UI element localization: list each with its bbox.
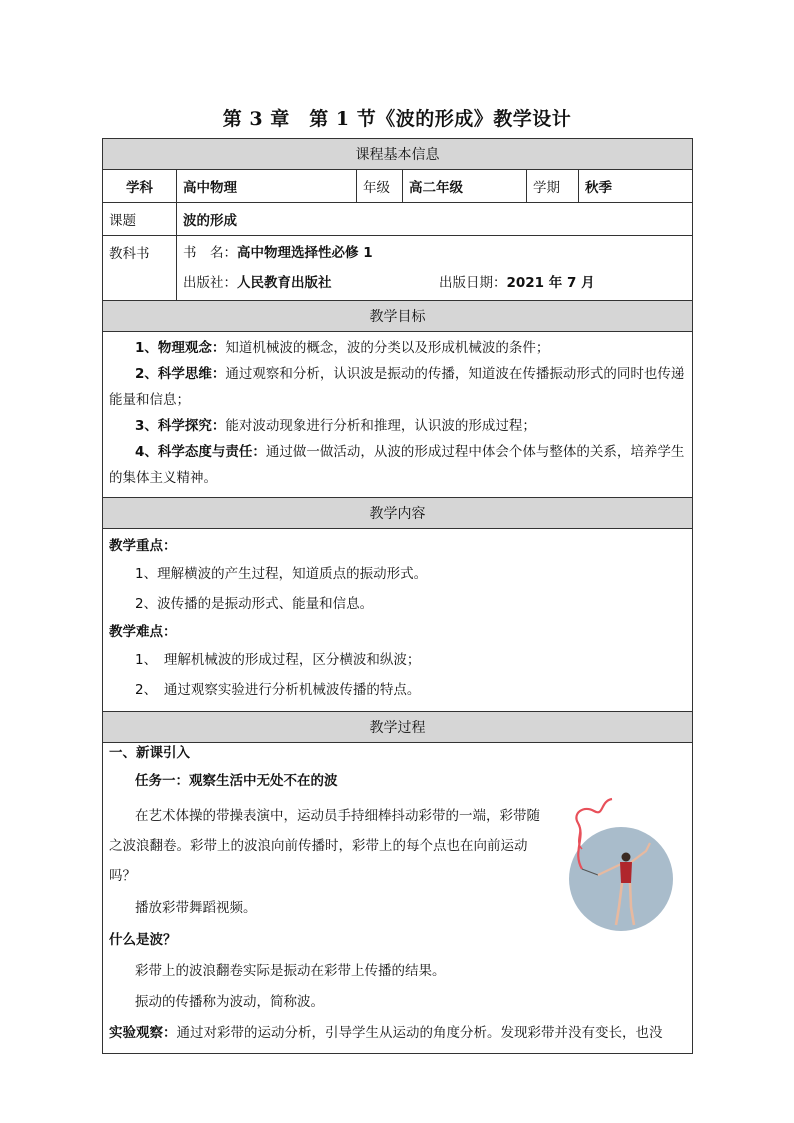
grade-label: 年级 xyxy=(357,170,403,203)
term-label: 学期 xyxy=(527,170,579,203)
topic-value: 波的形成 xyxy=(177,203,693,236)
topic-label: 课题 xyxy=(103,203,177,236)
objective-item: 4、科学态度与责任：通过做一做活动，从波的形成过程中体会个体与整体的关系，培养学生的集体主义精神。 xyxy=(109,444,685,486)
wave-explanation: 彩带上的波浪翻卷实际是振动在彩带上传播的结果。 xyxy=(135,963,446,979)
objective-item: 2、科学思维：通过观察和分析，认识波是振动的传播，知道波在传播振动形式的同时也传递能量和信息； xyxy=(109,366,685,408)
textbook-info xyxy=(177,236,693,301)
difficult-point-item: 1、 理解机械波的形成过程，区分横波和纵波； xyxy=(135,652,421,668)
gymnast-illustration xyxy=(564,797,674,932)
lesson-plan-table xyxy=(102,138,693,1054)
content-header: 教学内容 xyxy=(103,498,693,529)
content-cell xyxy=(103,529,693,712)
ribbon-paragraph: 在艺术体操的带操表演中，运动员手持细棒抖动彩带的一端，彩带随之波浪翻卷。彩带上的波浪向前传播时，彩带上的每个点也在向前运动吗？ xyxy=(109,808,540,884)
objective-item: 1、物理观念：知道机械波的概念，波的分类以及形成机械波的条件； xyxy=(135,340,550,356)
publisher-line: 出版社：人民教育出版社 出版日期：2021 年 7 月 xyxy=(183,275,595,291)
key-point-item: 1、理解横波的产生过程，知道质点的振动形式。 xyxy=(135,566,428,582)
subject-label: 学科 xyxy=(103,170,177,203)
objectives-cell xyxy=(103,332,693,498)
video-note: 播放彩带舞蹈视频。 xyxy=(135,900,257,916)
basic-info-header: 课程基本信息 xyxy=(103,139,693,170)
subject-value: 高中物理 xyxy=(177,170,357,203)
difficult-points-label: 教学难点： xyxy=(109,624,177,640)
objective-item: 3、科学探究：能对波动现象进行分析和推理，认识波的形成过程； xyxy=(135,418,536,434)
wave-definition: 振动的传播称为波动，简称波。 xyxy=(135,994,324,1010)
what-is-wave-heading: 什么是波？ xyxy=(109,932,177,948)
process-cell xyxy=(103,743,693,1054)
page-title: 第 3 章 第 1 节《波的形成》教学设计 xyxy=(222,108,572,130)
key-point-item: 2、波传播的是振动形式、能量和信息。 xyxy=(135,596,374,612)
term-value: 秋季 xyxy=(579,170,693,203)
grade-value: 高二年级 xyxy=(403,170,527,203)
objectives-header: 教学目标 xyxy=(103,301,693,332)
section-new-lesson: 一、新课引入 xyxy=(109,745,190,761)
experiment-line: 实验观察：通过对彩带的运动分析，引导学生从运动的角度分析。发现彩带并没有变长，也没 xyxy=(109,1025,663,1041)
textbook-label: 教科书 xyxy=(103,236,177,301)
difficult-point-item: 2、 通过观察实验进行分析机械波传播的特点。 xyxy=(135,682,421,698)
book-name-line: 书 名：高中物理选择性必修 1 xyxy=(183,245,373,261)
task-one: 任务一：观察生活中无处不在的波 xyxy=(135,773,338,789)
process-header: 教学过程 xyxy=(103,712,693,743)
key-points-label: 教学重点： xyxy=(109,538,177,554)
